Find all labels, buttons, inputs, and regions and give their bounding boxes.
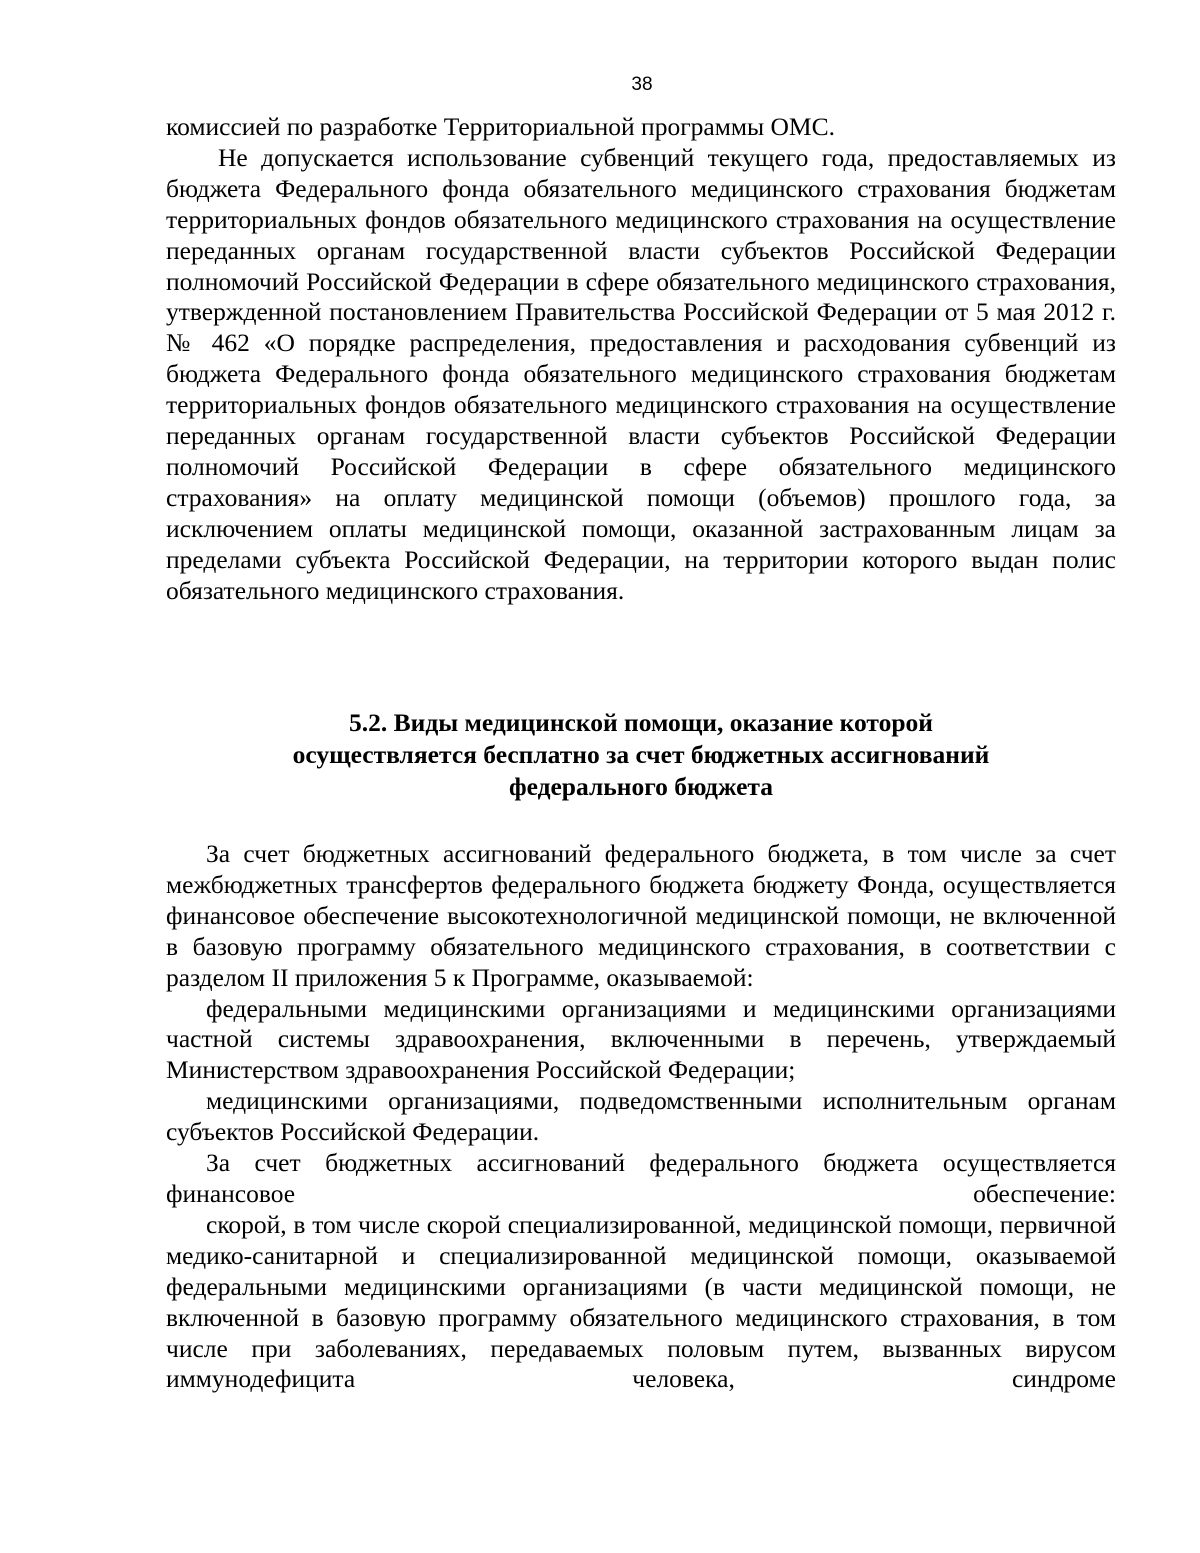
paragraph-financial-provision: За счет бюджетных ассигнований федерального бюджета осуществляется финансовое обеспечение: [166, 1148, 1116, 1208]
section-body [166, 839, 1116, 1395]
paragraph-subvention-restriction: Не допускается использование субвенций текущего года, предоставляемых из бюджета Федерального фонда обязательного медицинского страхования бюджетам территориальных фондов обязательного медицинского страхования на осуществление переданных органам государственной власти субъектов Российской Федерации полномочий Российской Федерации в сфере обязательного медицинского страхования, утвержденной постановлением Правительства Российской Федерации от 5 мая 2012 г. № 462 «О порядке распределения, предоставления и расходования субвенций из бюджета Федерального фонда обязательного медицинского страхования бюджетам территориальных фондов обязательного медицинского страхования на осуществление переданных органам государственной власти субъектов Российской Федерации полномочий Российской Федерации в сфере обязательного медицинского страхования» на оплату медицинской помощи (объемов) прошлого года, за исключением оплаты медицинской помощи, оказанной застрахованным лицам за пределами субъекта Российской Федерации, на территории которого выдан полис обязательного медицинского страхования. [166, 142, 1116, 605]
section-heading-line-3: федерального бюджета [508, 772, 774, 801]
paragraph-federal-organizations: федеральными медицинскими организациями и медицинскими организациями частной системы здравоохранения, включенными в перечень, утверждаемый Министерством здравоохранения Российской Федерации; [166, 993, 1116, 1085]
paragraph-emergency-care: скорой, в том числе скорой специализированной, медицинской помощи, первичной медико-санитарной и специализированной медицинской помощи, оказываемой федеральными медицинскими организациями (в части медицинской помощи, не включенной в базовую программу обязательного медицинского страхования, в том числе при заболеваниях, передаваемых половым путем, вызванных вирусом иммунодефицита человека, синдроме [166, 1209, 1116, 1394]
page-number: 38 [631, 74, 653, 95]
section-heading-line-2: осуществляется бесплатно за счет бюджетных ассигнований [292, 740, 990, 769]
paragraph-federal-budget-funding: За счет бюджетных ассигнований федерального бюджета, в том числе за счет межбюджетных трансфертов федерального бюджета бюджету Фонда, осуществляется финансовое обеспечение высокотехнологичной медицинской помощи, не включенной в базовую программу обязательного медицинского страхования, в соответствии с разделом II приложения 5 к Программе, оказываемой: [166, 839, 1116, 992]
section-heading-line-1: 5.2. Виды медицинской помощи, оказание которой [349, 708, 933, 737]
top-text-block [166, 112, 1116, 607]
paragraph-subordinate-organizations: медицинскими организациями, подведомственными исполнительным органам субъектов Российской Федерации. [166, 1086, 1116, 1147]
section-heading [166, 707, 1116, 803]
paragraph-continuation: комиссией по разработке Территориальной программы ОМС. [166, 112, 835, 141]
